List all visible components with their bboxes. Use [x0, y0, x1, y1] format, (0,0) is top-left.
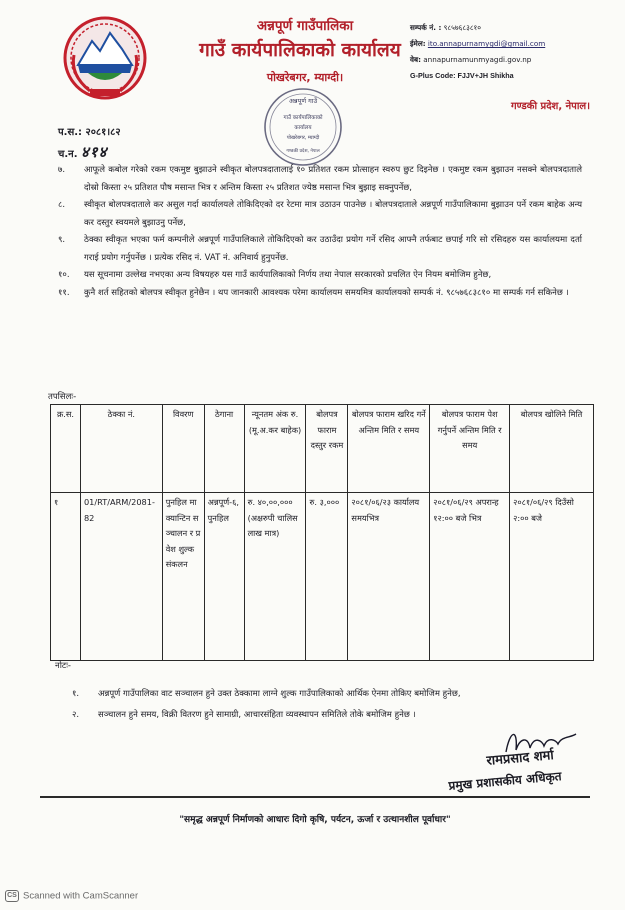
letter-number — [58, 124, 121, 138]
municipality-name: अन्नपूर्ण गाउँपालिका — [256, 18, 354, 34]
scanner-text: Scanned with CamScanner — [23, 890, 139, 902]
web-label: वेब: — [410, 55, 421, 64]
dispatch-number — [58, 142, 107, 162]
scanner-watermark — [5, 890, 138, 902]
ps-value: २०८१।८२ — [85, 127, 121, 138]
province-name: गण्डकी प्रदेश, नेपाल। — [511, 101, 590, 112]
email-line — [410, 36, 620, 52]
note-text: अन्नपूर्ण गाउँपालिका वाट सञ्चालन हुने उक्त ठेक्कामा लाग्ने शुल्क गाउँपालिकाको आर्थिक ऐनमा तोकिए बमोजिम हुनेछ, — [98, 689, 461, 699]
header-cell: बोलपत्र खोलिने मिति — [510, 405, 594, 493]
stamp-province: गण्डकी प्रदेश, नेपाल — [286, 149, 320, 154]
header-cell: न्यूनतम अंक रु. (मू.अ.कर बाहेक) — [244, 405, 306, 493]
header-cell: बोलपत्र फाराम दस्तुर रकम — [306, 405, 348, 493]
note-text: सञ्चालन हुने समय, विक्री वितरण हुने सामाग्री, आचारसंहिता व्यवस्थापन समितिले तोके बमोजिम हुनेछ । — [98, 710, 416, 720]
ps-label: प.स.: — [58, 127, 83, 138]
footer-motto: "समृद्ध अन्नपूर्ण निर्माणको आधारः दिगो कृषि, पर्यटन, ऊर्जा र उत्थानशील पूर्वाधार" — [179, 815, 451, 825]
stamp-top: अन्नपूर्ण गाउँ — [288, 97, 318, 105]
stamp-lower: कार्यालय — [294, 125, 312, 131]
header-cell: बोलपत्र फाराम खरिद गर्ने अन्तिम मिति र समय — [348, 405, 430, 493]
table-cell: २०८१/०६/२९ अपरान्ह १२:०० बजे भित्र — [430, 493, 510, 661]
clause-text: यस सूचनामा उल्लेख नभएका अन्य विषयहरु यस गाउँ कार्यपालिकाको निर्णय तथा नेपाल सरकारको प्रचलित ऐन नियम बमोजिम हुनेछ, — [84, 270, 492, 280]
web-line — [410, 52, 620, 68]
header-cell: ठेगाना — [204, 405, 244, 493]
header-cell: क्र.स. — [51, 405, 81, 493]
table-row — [51, 493, 594, 661]
phone-line — [410, 20, 620, 36]
clause-list — [58, 162, 582, 302]
clause-item — [58, 197, 582, 232]
gplus-code: G-Plus Code: FJJV+JH Shikha — [410, 71, 514, 80]
office-name: गाउँ कार्यपालिकाको कार्यालय — [199, 39, 401, 61]
clause-item — [58, 162, 582, 197]
table-header-row — [51, 405, 594, 493]
note-number: २. — [72, 710, 80, 720]
table-cell: पुनहिल मा क्यान्टिन सञ्चालन र प्रवेश शुल्क संकलन — [162, 493, 204, 661]
clause-text: ठेक्का स्वीकृत भएका फर्म कम्पनीले अन्नपूर्ण गाउँपालिकाले तोकिदिएको कर उठाउँदा प्रयोग गर्ने रसिद आफ्नै तर्फबाट छपाई गरि सो रसिदहरु यस कार्यालयमा दर्ता गराई प्रयोग गर्नुपर्नेछ । प्रत्येक रसिद नं. VAT नं. अनिवार्य हुनुपर्नेछ. — [84, 235, 582, 263]
web-address: annapurnamunmyagdi.gov.np — [423, 55, 532, 64]
tender-table — [50, 404, 594, 661]
header-cell: विवरण — [162, 405, 204, 493]
clause-item — [58, 232, 582, 267]
camscanner-icon: CS — [5, 890, 19, 902]
header-cell: ठेक्का नं. — [80, 405, 162, 493]
cn-value: ४१४ — [80, 143, 108, 161]
phone-number: ९८५७६८३८१० — [443, 23, 482, 32]
table-cell: 01/RT/ARM/2081-82 — [80, 493, 162, 661]
nepal-emblem-icon — [60, 15, 150, 101]
clause-number: ९. — [58, 235, 66, 245]
table-cell: अन्नपूर्ण-६, पुनहिल — [204, 493, 244, 661]
stamp-place: पोखरेबगर, म्याग्दी — [286, 135, 320, 141]
note-number: १. — [72, 689, 80, 699]
clause-item — [58, 285, 582, 303]
table-cell: २०८१/०६/२३ कार्यालय समयभित्र — [348, 493, 430, 661]
phone-label: सम्पर्क नं. : — [410, 23, 442, 32]
details-label: तपसिलः- — [48, 392, 77, 402]
table-cell: रु. ४०,००,००० (अक्षरुपी चालिस लाख मात्र) — [244, 493, 306, 661]
clause-text: कुनै शर्त सहितको बोलपत्र स्वीकृत हुनेछैन । थप जानकारी आवश्यक परेमा कार्यालयम समयमित्र कार्यालयको सम्पर्क नं. ९८५७६८३८१० मा सम्पर्क गर्न सकिनेछ । — [84, 287, 569, 298]
email-label: ईमेल: — [410, 39, 426, 48]
clause-number: ७. — [58, 165, 66, 175]
footer-divider — [40, 796, 590, 798]
cn-label: च.न. — [58, 149, 78, 160]
note-label: नोटः- — [55, 661, 71, 671]
stamp-middle: गाउँ कार्यपालिकाको — [283, 115, 323, 121]
clause-number: ८. — [58, 200, 66, 210]
note-list — [72, 686, 542, 728]
signatory-name: रामप्रसाद शर्मा — [485, 748, 555, 769]
office-stamp-icon — [262, 86, 344, 168]
table-cell: रु. ३,००० — [306, 493, 348, 661]
table-cell: २०८१/०६/२९ दिउँसो २:०० बजे — [510, 493, 594, 661]
contact-block — [410, 20, 620, 84]
clause-text: स्वीकृत बोलपत्रदाताले कर असुल गर्दा कार्यालयले तोकिदिएको दर रेटमा मात्र उठाउन पाउनेछ । बोलपत्रदाताले अन्नपूर्ण गाउँपालिकामा बुझाउन पर्ने रकम बाहेक अन्य कर दस्तुर स्वयमले बुझाउनु पर्नेछ, — [84, 200, 582, 228]
header-cell: बोलपत्र फाराम पेश गर्नुपर्ने अन्तिम मिति र समय — [430, 405, 510, 493]
email-link[interactable]: ito.annapurnamygdi@gmail.com — [427, 39, 546, 48]
clause-number: १०. — [58, 270, 70, 280]
note-item — [72, 707, 542, 724]
clause-number: ११. — [58, 287, 70, 298]
signatory-title: प्रमुख प्रशासकीय अधिकृत — [447, 769, 563, 793]
office-address: पोखरेबगर, म्याग्दी। — [266, 71, 344, 84]
clause-text: आफूले कबोल गरेको रकम एकमुष्ट बुझाउने स्वीकृत बोलपत्रदातालाई १० प्रतिशत रकम प्रोत्साहन स्वरुप छुट दिइनेछ । एकमुष्ट रकम बुझाउन नसक्ने बोलपत्रदाताले दोस्रो किस्ता २५ प्रतिशत पौष मसान्त भित्र र अन्तिम किस्ता २५ प्रतिशत ज्येष्ठ मसान्त भित्र बुझाइ सक्नुपर्नेछ, — [84, 165, 582, 193]
table-cell: १ — [51, 493, 81, 661]
note-item — [72, 686, 542, 703]
clause-item — [58, 267, 582, 285]
